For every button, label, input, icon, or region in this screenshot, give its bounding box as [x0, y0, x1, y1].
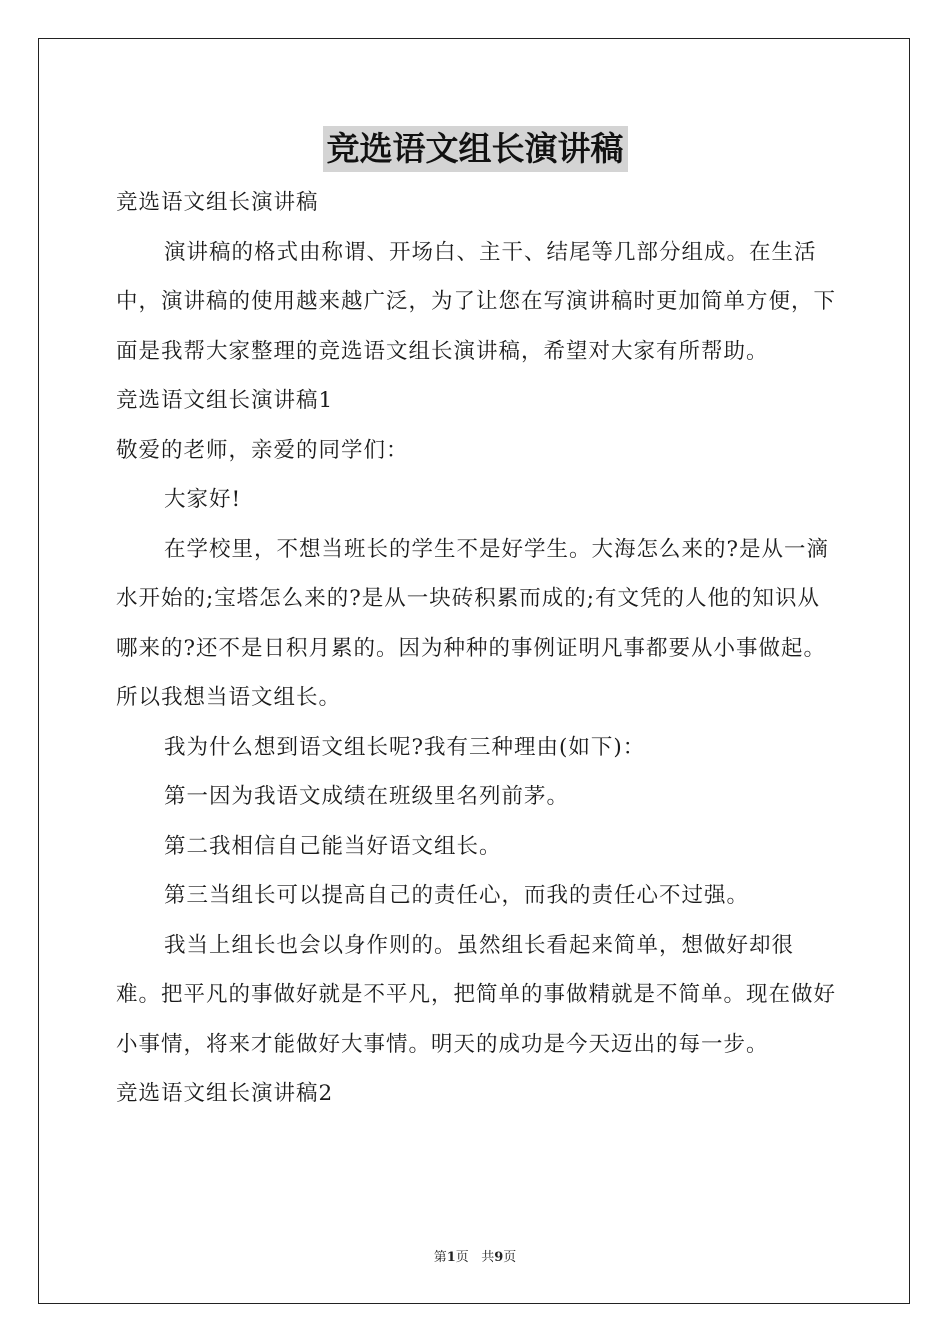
paragraph-reason: 第二我相信自己能当好语文组长。	[164, 833, 502, 859]
page-footer	[0, 1246, 950, 1265]
section-heading-1: 竞选语文组长演讲稿1	[116, 388, 334, 413]
paragraph-greeting: 大家好!	[164, 487, 242, 512]
paragraph-body: 我当上组长也会以身作则的。虽然组长看起来简单，想做好却很难。把平凡的事做好就是不平凡，把简单的事做精就是不简单。现在做好小事情，将来才能做好大事情。明天的成功是今天迈出的每一步。	[116, 932, 837, 1057]
page-current: 1	[446, 1250, 456, 1265]
page-prefix: 第	[433, 1250, 447, 1265]
document-body	[116, 178, 836, 1119]
page-suffix: 页	[455, 1250, 469, 1265]
paragraph-reason: 第三当组长可以提高自己的责任心，而我的责任心不过强。	[164, 883, 750, 908]
paragraph-intro: 演讲稿的格式由称谓、开场白、主干、结尾等几部分组成。在生活中，演讲稿的使用越来越广泛，为了让您在写演讲稿时更加简单方便，下面是我帮大家整理的竞选语文组长演讲稿，希望对大家有所帮助。	[116, 239, 837, 364]
total-suffix: 页	[503, 1250, 517, 1265]
paragraph-reason: 第一因为我语文成绩在班级里名列前茅。	[164, 784, 570, 809]
title-container	[0, 126, 950, 172]
paragraph-body: 在学校里，不想当班长的学生不是好学生。大海怎么来的?是从一滴水开始的;宝塔怎么来的?是从一块砖积累而成的;有文凭的人他的知识从哪来的?还不是日积月累的。因为种种的事例证明凡事都要从小事做起。所以我想当语文组长。	[116, 536, 830, 710]
paragraph-subtitle: 竞选语文组长演讲稿	[116, 190, 319, 215]
paragraph-body: 我为什么想到语文组长呢?我有三种理由(如下)：	[164, 734, 646, 760]
page-total: 9	[494, 1250, 504, 1265]
paragraph-salutation: 敬爱的老师，亲爱的同学们：	[116, 437, 409, 463]
document-title: 竞选语文组长演讲稿	[323, 126, 628, 172]
section-heading-2: 竞选语文组长演讲稿2	[116, 1081, 334, 1106]
total-prefix: 共	[481, 1250, 495, 1265]
